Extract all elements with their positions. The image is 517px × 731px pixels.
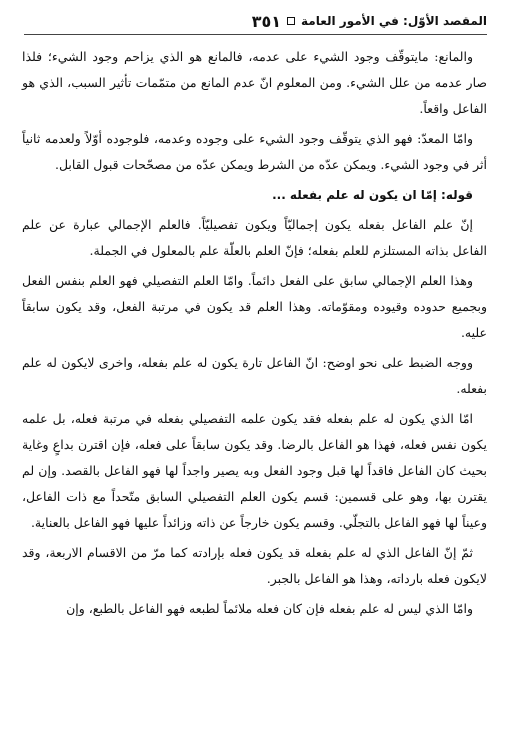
paragraph-dabt: ووجه الضبط على نحو اوضح: انّ الفاعل تارة يكون له علم بفعله، واخرى لايكون له علم بفعله.: [22, 355, 487, 396]
page-body: [22, 44, 487, 626]
paragraph-aqsam-fail: امّا الذي يكون له علم بفعله فقد يكون علمه التفصيلي بفعله في مرتبة فعله، بل علمه يكون نفس فعله، فهذا هو الفاعل بالرضا. وقد يكون سابقاً على فعله، فإن اقترن بداعٍ وغاية بحيث كان الفاعل فاقداً لها قبل وجود الفعل وبه يصير واجداً لها فهو الفاعل بالقصد. وإن لم يقترن بها، وهو على قسمين: قسم يكون العلم التفصيلي السابق متّحداً مع ذات الفاعل، وعيناً لها فهو الفاعل بالتجلّي. وقسم يكون خارجاً عن ذاته وزائداً عليها فهو الفاعل بالعناية.: [22, 411, 487, 530]
paragraph-fail-bil-jabr: ثمّ إنّ الفاعل الذي له علم بفعله قد يكون فعله بإرادته كما مرّ من الاقسام الاربعة، وقد لايكون فعله بارداته، وهذا هو الفاعل بالجبر.: [22, 545, 487, 586]
paragraph-muidd: وامّا المعدّ: فهو الذي يتوقّف وجود الشيء على وجوده وعدمه، فلوجوده أوّلاً ولعدمه ثانياً أثر في وجود الشيء. ويمكن عدّه من الشرط ويمكن عدّه من مصحّحات قبول القابل.: [22, 131, 487, 172]
paragraph-ilm-ijmali: إنّ علم الفاعل بفعله يكون إجماليّاً ويكون تفصيليّاً. فالعلم الإجمالي عبارة عن علم الفاعل بذاته المستلزم للعلم بفعله؛ فإنّ العلم بالعلّة علم بالمعلول في الجملة.: [22, 217, 487, 258]
paragraph-fail-bil-tab: وامّا الذي ليس له علم بفعله فإن كان فعله ملائماً لطبعه فهو الفاعل بالطبع، وإن: [66, 601, 473, 616]
square-ornament-icon: [287, 17, 295, 25]
paragraph-ilm-tafsili: وهذا العلم الإجمالي سابق على الفعل دائماً. وامّا العلم التفصيلي فهو العلم بنفس الفعل وبجميع حدوده وقيوده ومقوّماته. وهذا العلم قد يكون في مرتبة الفعل، وقد يكون سابقاً عليه.: [22, 273, 487, 340]
page-number: ٣٥١: [251, 11, 281, 31]
quoted-heading: قوله: إمّا ان يكون له علم بفعله ...: [272, 188, 473, 202]
page-header: [24, 8, 487, 35]
paragraph-mani: والمانع: مايتوقّف وجود الشيء على عدمه، فالمانع هو الذي يزاحم وجود الشيء؛ فلذا صار عدمه من علل الشيء. ومن المعلوم انّ عدم المانع من متمّمات تأثير السبب، الذي هو الفاعل واقعاً.: [22, 49, 487, 116]
running-title: المقصد الأوّل: في الأمور العامة: [301, 14, 487, 28]
